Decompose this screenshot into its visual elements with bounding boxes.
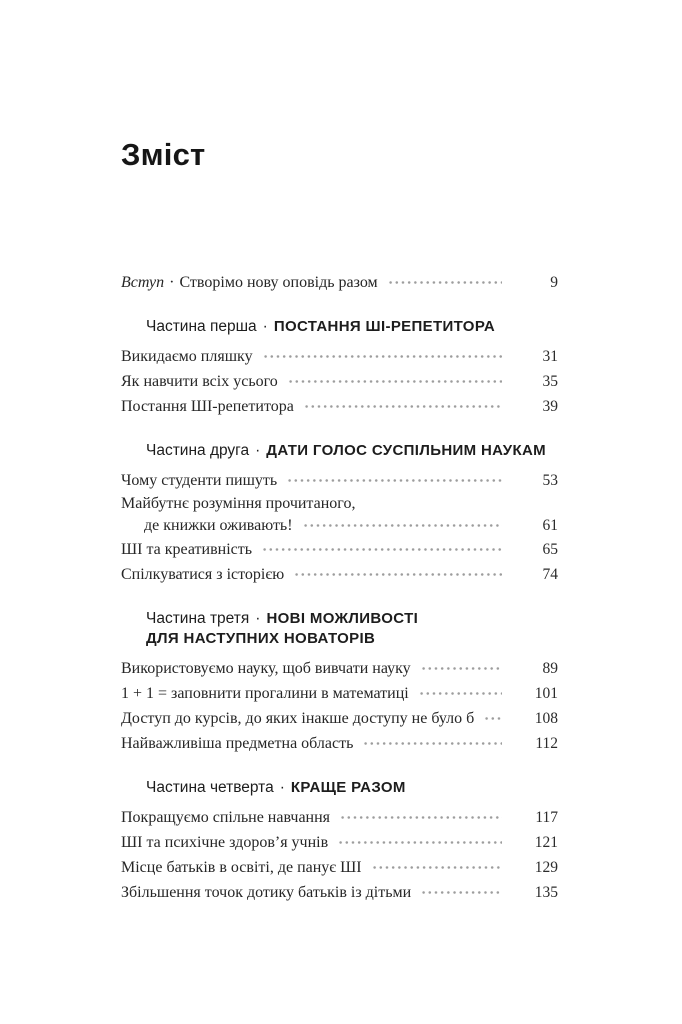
entry-title: ШІ та психічне здоров’я учнів [121,834,329,851]
dotted-leader [304,404,502,409]
toc-entry-intro [121,270,558,295]
section-label: Частина четверта [146,779,274,796]
entry-title-text: Створімо нову оповідь разом [179,274,378,291]
entry-title: Використовуємо науку, щоб вивчати науку [121,660,411,677]
toc-section-4 [121,778,558,905]
entry-title: Спілкуватися з історією [121,566,285,583]
toc-entry [121,830,558,855]
entry-page-number: 117 [535,809,558,826]
dotted-leader [388,280,502,285]
section-heading [146,778,558,798]
dot-separator: · [255,610,261,627]
entry-page-number: 101 [534,685,558,702]
section-title: ПОСТАННЯ ШІ-РЕПЕТИТОРА [273,318,496,335]
entry-page-number: 129 [534,859,558,876]
toc-entry [121,562,558,587]
toc-entry-two-line [121,493,558,537]
section-heading [146,609,558,649]
section-label: Частина третя [146,610,250,627]
toc-content [121,0,558,905]
entry-page-number: 39 [542,398,558,415]
toc-entry [121,880,558,905]
section-title: КРАЩЕ РАЗОМ [290,779,406,796]
dot-separator: · [169,274,175,291]
toc-entry [121,681,558,706]
intro-label: Вступ [121,274,165,291]
dotted-leader [294,572,502,577]
entry-title-continuation: де книжки оживають! [144,517,293,534]
section-entries [121,805,558,905]
entry-title: Майбутнє розуміння прочитаного, [121,495,356,512]
entry-page-number: 31 [542,348,558,365]
entry-title: Викидаємо пляшку [121,348,253,365]
dot-separator: · [279,779,285,796]
section-heading-line-1 [146,609,558,629]
section-title: ДАТИ ГОЛОС СУСПІЛЬНИМ НАУКАМ [266,442,547,459]
entry-line-1 [121,493,558,515]
dotted-leader [303,523,502,528]
entry-title: Місце батьків в освіті, де панує ШІ [121,859,362,876]
section-title-continuation: ДЛЯ НАСТУПНИХ НОВАТОРІВ [146,630,376,647]
entry-title: Збільшення точок дотику батьків із дітьми [121,884,412,901]
dotted-leader [484,716,502,721]
dotted-leader [288,379,502,384]
dotted-leader [287,478,502,483]
toc-entry [121,855,558,880]
entry-page-number: 121 [534,834,558,851]
entry-line-2 [121,515,558,537]
toc-section-1 [121,317,558,419]
entry-page-number: 35 [542,373,558,390]
section-entries [121,344,558,419]
toc-entry [121,537,558,562]
entry-title: ШІ та креативність [121,541,253,558]
dot-separator: · [262,318,268,335]
dotted-leader [363,741,502,746]
dotted-leader [340,815,502,820]
entry-title: Чому студенти пишуть [121,472,278,489]
toc-entry [121,394,558,419]
entry-page-number: 108 [534,710,558,727]
entry-title: Постання ШІ-репетитора [121,398,294,415]
dotted-leader [338,840,502,845]
entry-title: Найважливіша предметна область [121,735,354,752]
entry-title: 1 + 1 = заповнити прогалини в математиці [121,685,409,702]
entry-page-number: 65 [542,541,558,558]
toc-section-2 [121,441,558,587]
dotted-leader [372,865,502,870]
section-label: Частина перша [146,318,257,335]
table-of-contents [121,270,558,905]
page-title: Зміст [121,137,206,172]
dotted-leader [262,547,502,552]
dot-separator: · [255,442,261,459]
section-entries [121,468,558,587]
toc-entry [121,706,558,731]
entry-page-number: 135 [534,884,558,901]
dotted-leader [421,890,502,895]
toc-section-3 [121,609,558,756]
dotted-leader [419,691,502,696]
entry-page-number: 53 [542,472,558,489]
entry-page-number: 9 [550,274,558,291]
toc-entry [121,805,558,830]
entry-title: Як навчити всіх усього [121,373,278,390]
entry-page-number: 61 [542,517,558,534]
section-heading-line-2 [146,629,558,649]
entry-title: Доступ до курсів, до яких інакше доступу не було б [121,710,475,727]
entry-page-number: 112 [535,735,558,752]
section-entries [121,656,558,756]
section-heading [146,317,558,337]
section-title: НОВІ МОЖЛИВОСТІ [266,610,419,627]
toc-entry [121,731,558,756]
toc-entry [121,468,558,493]
toc-entry [121,344,558,369]
entry-page-number: 74 [542,566,558,583]
section-heading [146,441,558,461]
toc-entry [121,656,558,681]
toc-entry [121,369,558,394]
dotted-leader [263,354,502,359]
section-label: Частина друга [146,442,250,459]
entry-page-number: 89 [542,660,558,677]
dotted-leader [421,666,502,671]
entry-title: Покращуємо спільне навчання [121,809,331,826]
entry-title [121,270,378,295]
